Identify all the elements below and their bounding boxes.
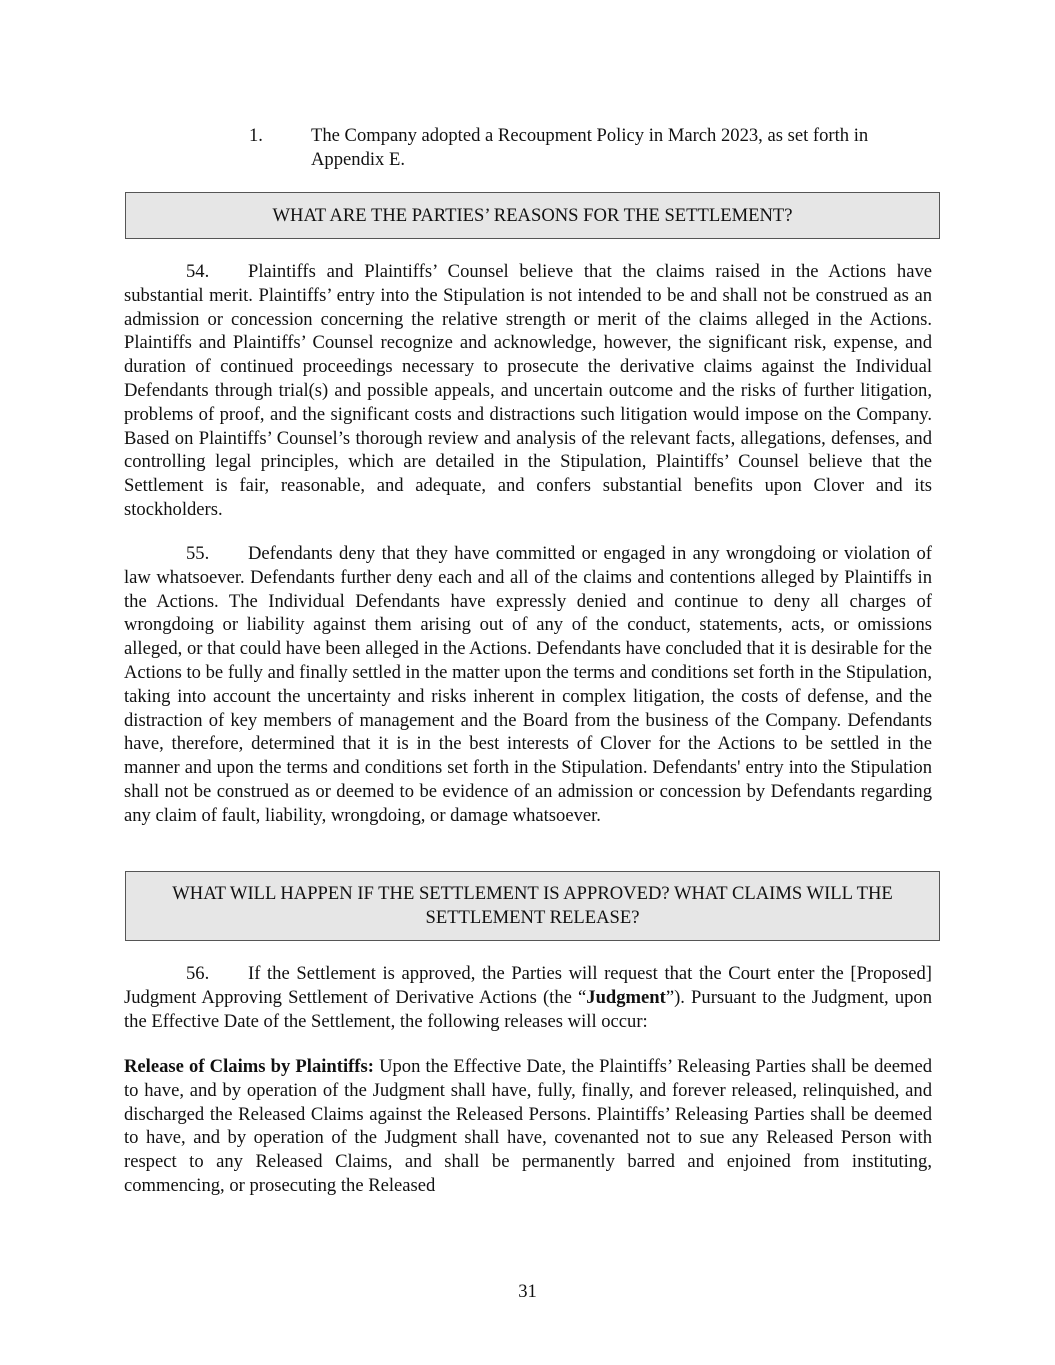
- defined-term-judgment: Judgment: [586, 986, 666, 1008]
- paragraph-54: [124, 260, 932, 522]
- paragraph-text: Plaintiffs and Plaintiffs’ Counsel believe that the claims raised in the Actions have substantial merit. Plaintiffs’ entry into the Stipulation is not intended to be and shall not be construed as an admission or concession concerning the relative strength or merit of the claims alleged in the Actions. Plaintiffs and Plaintiffs’ Counsel recognize and acknowledge, however, the significant risk, expense, and duration of continued proceedings necessary to prosecute the derivative claims against the Individual Defendants through trial(s) and possible appeals, and uncertain outcome and the risks of further litigation, problems of proof, and the significant costs and distractions such litigation would impose on the Company. Based on Plaintiffs’ Counsel’s thorough review and analysis of the relevant facts, allegations, defenses, and controlling legal principles, which are detailed in the Stipulation, Plaintiffs’ Counsel believe that the Settlement is fair, reasonable, and adequate, and confers substantial benefits upon Clover and its stockholders.: [124, 261, 932, 520]
- section-heading-reasons: WHAT ARE THE PARTIES’ REASONS FOR THE SETTLEMENT?: [272, 204, 793, 226]
- item-number: 1.: [249, 125, 263, 146]
- paragraph-55: [124, 542, 932, 828]
- paragraph-number: 56.: [186, 963, 210, 984]
- paragraph-number: 54.: [186, 261, 210, 282]
- release-heading: Release of Claims by Plaintiffs:: [124, 1056, 374, 1077]
- paragraph-text-before: If the Settlement is approved, the Parties will request that the Court enter the [Proposed] Judgment Approving Settlement of Derivative Actions (the “: [124, 963, 932, 1008]
- release-of-claims-paragraph: [124, 1055, 932, 1198]
- paragraph-text: Defendants deny that they have committed or engaged in any wrongdoing or violation of law whatsoever. Defendants further deny each and all of the claims and contentions alleged by Plaintiffs in the Actions. The Individual Defendants have expressly denied and continue to deny all charges of wrongdoing or liability against them arising out of any of the conduct, statements, acts, or omissions alleged, or that could have been alleged in the Actions. Defendants have concluded that it is desirable for the Actions to be fully and finally settled in the matter upon the terms and conditions set forth in the Stipulation, taking into account the uncertainty and risks inherent in complex litigation, the costs of defense, and the distraction of key members of management and the Board from the business of the Company. Defendants have, therefore, determined that it is in the best interests of Clover for the Actions to be settled in the manner and upon the terms and conditions set forth in the Stipulation. Defendants' entry into the Stipulation shall not be construed as or deemed to be evidence of an admission or concession by Defendants regarding any claim of fault, liability, wrongdoing, or damage whatsoever.: [124, 543, 932, 826]
- section-heading-box-reasons: [125, 192, 940, 239]
- paragraph-text-after: ”). Pursuant to the Judgment, upon the Effective Date of the Settlement, the following releases will occur:: [124, 986, 933, 1032]
- item-text: The Company adopted a Recoupment Policy in March 2023, as set forth in Appendix E.: [311, 125, 869, 170]
- paragraph-56: [124, 962, 932, 1033]
- numbered-item-1: [249, 124, 933, 172]
- section-heading-approval: WHAT WILL HAPPEN IF THE SETTLEMENT IS APPROVED? WHAT CLAIMS WILL THE SETTLEMENT RELEASE?: [172, 883, 893, 928]
- paragraph-number: 55.: [186, 543, 210, 564]
- release-text: Upon the Effective Date, the Plaintiffs’ Releasing Parties shall be deemed to have, and by operation of the Judgment shall have, fully, finally, and forever released, relinquished, and discharged the Released Claims against the Released Persons. Plaintiffs’ Releasing Parties shall be deemed to have, and by operation of the Judgment shall have, covenanted not to sue any Released Person with respect to any Released Claims, and shall be permanently barred and enjoined from instituting, commencing, or prosecuting the Released: [124, 1056, 932, 1196]
- page-number: 31: [518, 1281, 537, 1302]
- section-heading-box-approval: [125, 871, 940, 941]
